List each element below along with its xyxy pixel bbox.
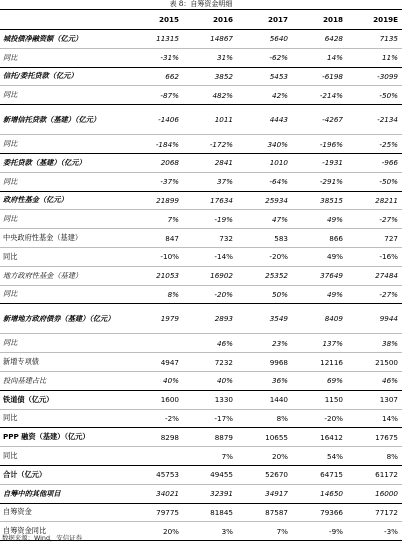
value-cell: -3%	[347, 522, 402, 541]
row-label: 自筹中的其他项目	[0, 484, 127, 503]
table-row	[0, 135, 402, 154]
value-cell: 61172	[347, 465, 402, 484]
table-row	[0, 390, 402, 409]
row-label: 同比	[0, 210, 127, 229]
value-cell: 662	[127, 67, 183, 86]
table-body	[0, 30, 402, 541]
row-label: 同比	[0, 247, 127, 266]
value-cell: -25%	[347, 135, 402, 154]
table-row	[0, 210, 402, 229]
header-cell-year: 2016	[183, 10, 237, 30]
value-cell: -172%	[183, 135, 237, 154]
value-cell: -27%	[347, 285, 402, 304]
value-cell: 7%	[183, 447, 237, 466]
value-cell: -2134	[347, 105, 402, 135]
value-cell: 8879	[183, 428, 237, 447]
value-cell: 14867	[183, 30, 237, 49]
table-row	[0, 67, 402, 86]
row-label: 同比	[0, 135, 127, 154]
value-cell: 28211	[347, 191, 402, 210]
value-cell: -20%	[183, 285, 237, 304]
row-label: 合计（亿元）	[0, 465, 127, 484]
value-cell: -37%	[127, 172, 183, 191]
value-cell: 14650	[292, 484, 347, 503]
row-label: 铁道债（亿元）	[0, 390, 127, 409]
value-cell: 64715	[292, 465, 347, 484]
table-row	[0, 247, 402, 266]
value-cell: 54%	[292, 447, 347, 466]
value-cell: 20%	[237, 447, 292, 466]
value-cell	[127, 334, 183, 353]
value-cell: 866	[292, 229, 347, 248]
value-cell: 583	[237, 229, 292, 248]
table-caption: 表 8：自筹资金明细	[169, 0, 233, 8]
value-cell: -20%	[292, 409, 347, 428]
table-row	[0, 353, 402, 372]
value-cell: 11%	[347, 48, 402, 67]
table-row	[0, 334, 402, 353]
value-cell: 5640	[237, 30, 292, 49]
value-cell: -27%	[347, 210, 402, 229]
row-label: 同比	[0, 334, 127, 353]
value-cell: -62%	[237, 48, 292, 67]
table-row	[0, 484, 402, 503]
table-row	[0, 30, 402, 49]
value-cell: -14%	[183, 247, 237, 266]
value-cell: 46%	[183, 334, 237, 353]
row-label: 投向基建占比	[0, 371, 127, 390]
value-cell: -64%	[237, 172, 292, 191]
value-cell: 17675	[347, 428, 402, 447]
table-row	[0, 465, 402, 484]
value-cell: -50%	[347, 86, 402, 105]
row-label: 新增专项债	[0, 353, 127, 372]
value-cell: -1406	[127, 105, 183, 135]
value-cell: -9%	[292, 522, 347, 541]
value-cell: 1150	[292, 390, 347, 409]
value-cell: -3099	[347, 67, 402, 86]
value-cell: 847	[127, 229, 183, 248]
value-cell: -87%	[127, 86, 183, 105]
value-cell: 16412	[292, 428, 347, 447]
header-cell-label	[0, 10, 127, 30]
value-cell: 34021	[127, 484, 183, 503]
value-cell: 8%	[127, 285, 183, 304]
row-label: 同比	[0, 447, 127, 466]
value-cell: 47%	[237, 210, 292, 229]
value-cell: 7232	[183, 353, 237, 372]
value-cell: -4267	[292, 105, 347, 135]
value-cell	[127, 447, 183, 466]
value-cell: 25352	[237, 266, 292, 285]
value-cell: 17634	[183, 191, 237, 210]
value-cell: 1600	[127, 390, 183, 409]
value-cell: 11315	[127, 30, 183, 49]
value-cell: -966	[347, 153, 402, 172]
value-cell: 52670	[237, 465, 292, 484]
value-cell: 732	[183, 229, 237, 248]
value-cell: 727	[347, 229, 402, 248]
row-label: 中央政府性基金（基建）	[0, 229, 127, 248]
value-cell: 7%	[237, 522, 292, 541]
value-cell: 10655	[237, 428, 292, 447]
value-cell: 49455	[183, 465, 237, 484]
table-row	[0, 409, 402, 428]
value-cell: 1979	[127, 304, 183, 334]
row-label: 委托贷款（基建）（亿元）	[0, 153, 127, 172]
value-cell: -6198	[292, 67, 347, 86]
value-cell: 37649	[292, 266, 347, 285]
value-cell: 49%	[292, 247, 347, 266]
table-row	[0, 48, 402, 67]
value-cell: 5453	[237, 67, 292, 86]
row-label: 同比	[0, 86, 127, 105]
table-row	[0, 105, 402, 135]
value-cell: 23%	[237, 334, 292, 353]
value-cell: 1011	[183, 105, 237, 135]
table-row	[0, 191, 402, 210]
value-cell: -20%	[237, 247, 292, 266]
value-cell: 340%	[237, 135, 292, 154]
table-row	[0, 428, 402, 447]
value-cell: 14%	[292, 48, 347, 67]
row-label: PPP 融资（基建）（亿元）	[0, 428, 127, 447]
table-row	[0, 503, 402, 522]
value-cell: 77172	[347, 503, 402, 522]
table-row	[0, 285, 402, 304]
value-cell: 79366	[292, 503, 347, 522]
value-cell: 16902	[183, 266, 237, 285]
header-cell-year: 2015	[127, 10, 183, 30]
value-cell: 21053	[127, 266, 183, 285]
value-cell: 3852	[183, 67, 237, 86]
value-cell: 482%	[183, 86, 237, 105]
row-label: 信托/委托贷款（亿元）	[0, 67, 127, 86]
value-cell: 32391	[183, 484, 237, 503]
value-cell: 21500	[347, 353, 402, 372]
value-cell: 31%	[183, 48, 237, 67]
value-cell: 137%	[292, 334, 347, 353]
value-cell: -10%	[127, 247, 183, 266]
row-label: 自筹资金同比	[0, 522, 127, 541]
value-cell: 38%	[347, 334, 402, 353]
value-cell: 4443	[237, 105, 292, 135]
table-row	[0, 447, 402, 466]
value-cell: 36%	[237, 371, 292, 390]
value-cell: -17%	[183, 409, 237, 428]
value-cell: 37%	[183, 172, 237, 191]
value-cell: 40%	[183, 371, 237, 390]
row-label: 同比	[0, 409, 127, 428]
value-cell: -19%	[183, 210, 237, 229]
value-cell: -214%	[292, 86, 347, 105]
row-label: 新增地方政府债券（基建）（亿元）	[0, 304, 127, 334]
value-cell: 81845	[183, 503, 237, 522]
row-label: 城投债净融资额（亿元）	[0, 30, 127, 49]
value-cell: 2893	[183, 304, 237, 334]
value-cell: 2841	[183, 153, 237, 172]
value-cell: 50%	[237, 285, 292, 304]
value-cell: 21899	[127, 191, 183, 210]
value-cell: 49%	[292, 210, 347, 229]
header-cell-year: 2018	[292, 10, 347, 30]
value-cell: 45753	[127, 465, 183, 484]
value-cell: 12116	[292, 353, 347, 372]
row-label: 同比	[0, 285, 127, 304]
value-cell: 16000	[347, 484, 402, 503]
header-cell-year: 2019E	[347, 10, 402, 30]
table-row	[0, 229, 402, 248]
row-label: 新增信托贷款（基建）（亿元）	[0, 105, 127, 135]
row-label: 同比	[0, 172, 127, 191]
value-cell: 49%	[292, 285, 347, 304]
value-cell: 40%	[127, 371, 183, 390]
value-cell: 79775	[127, 503, 183, 522]
value-cell: 8%	[237, 409, 292, 428]
value-cell: 6428	[292, 30, 347, 49]
table-row	[0, 86, 402, 105]
value-cell: -16%	[347, 247, 402, 266]
value-cell: -2%	[127, 409, 183, 428]
value-cell: 34917	[237, 484, 292, 503]
value-cell: 27484	[347, 266, 402, 285]
table-row	[0, 266, 402, 285]
row-label: 政府性基金（亿元）	[0, 191, 127, 210]
table-header-row	[0, 10, 402, 30]
value-cell: -1931	[292, 153, 347, 172]
value-cell: 4947	[127, 353, 183, 372]
row-label: 同比	[0, 48, 127, 67]
value-cell: 87587	[237, 503, 292, 522]
value-cell: 1010	[237, 153, 292, 172]
table-row	[0, 304, 402, 334]
header-cell-year: 2017	[237, 10, 292, 30]
table-row	[0, 153, 402, 172]
table-row	[0, 371, 402, 390]
value-cell: 38515	[292, 191, 347, 210]
value-cell: 42%	[237, 86, 292, 105]
value-cell: 25934	[237, 191, 292, 210]
value-cell: 8298	[127, 428, 183, 447]
value-cell: -50%	[347, 172, 402, 191]
table-row	[0, 172, 402, 191]
value-cell: 69%	[292, 371, 347, 390]
source-note: 数据来源：Wind，安信证券	[2, 534, 82, 542]
value-cell: 2068	[127, 153, 183, 172]
value-cell: 3%	[183, 522, 237, 541]
row-label: 地方政府性基金（基建）	[0, 266, 127, 285]
value-cell: 8409	[292, 304, 347, 334]
value-cell: -196%	[292, 135, 347, 154]
value-cell: -31%	[127, 48, 183, 67]
value-cell: 20%	[127, 522, 183, 541]
value-cell: 3549	[237, 304, 292, 334]
value-cell: 1330	[183, 390, 237, 409]
value-cell: 1440	[237, 390, 292, 409]
value-cell: 1307	[347, 390, 402, 409]
value-cell: 8%	[347, 447, 402, 466]
row-label: 自筹资金	[0, 503, 127, 522]
value-cell: 9944	[347, 304, 402, 334]
value-cell: 14%	[347, 409, 402, 428]
funding-detail-table	[0, 9, 402, 541]
value-cell: 46%	[347, 371, 402, 390]
value-cell: 9968	[237, 353, 292, 372]
value-cell: 7135	[347, 30, 402, 49]
value-cell: -184%	[127, 135, 183, 154]
value-cell: 7%	[127, 210, 183, 229]
value-cell: -291%	[292, 172, 347, 191]
